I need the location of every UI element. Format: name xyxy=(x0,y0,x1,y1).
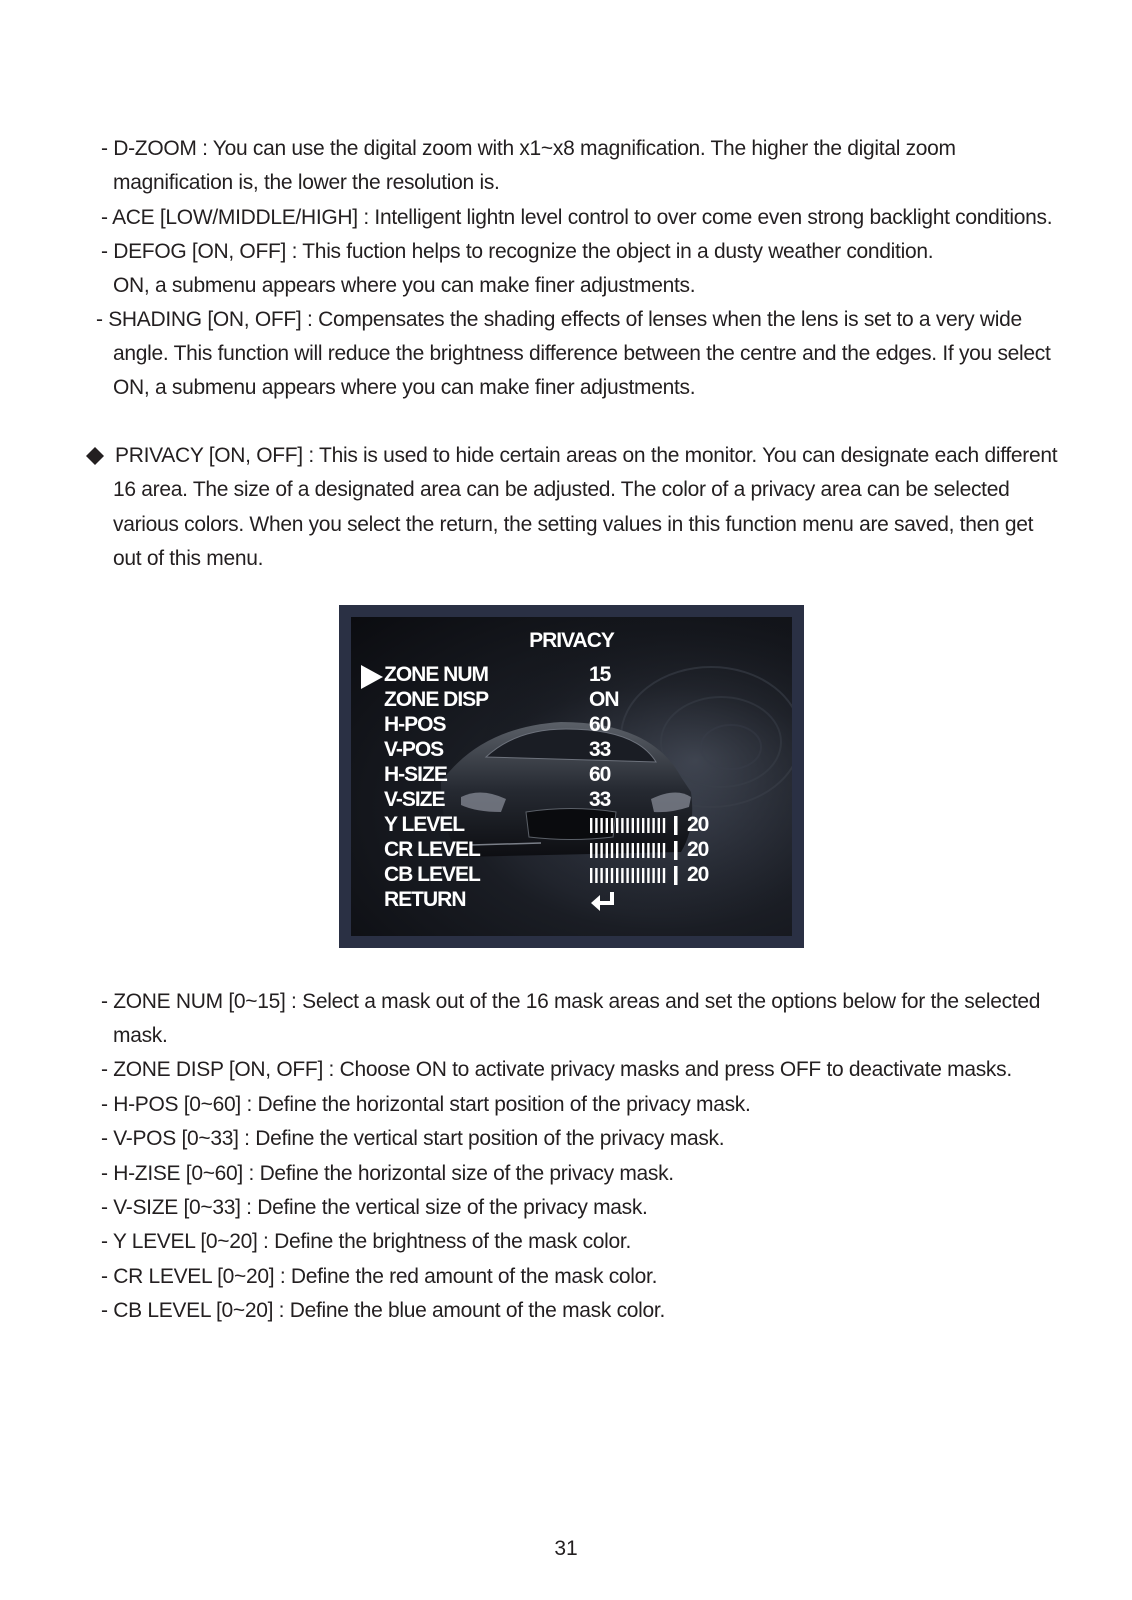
osd-label: ZONE DISP xyxy=(384,688,489,711)
ace-line: - ACE [LOW/MIDDLE/HIGH] : Intelligent lightn level control to over come even strong backlight conditions. xyxy=(101,206,1053,229)
dzoom-line-1: - D-ZOOM : You can use the digital zoom with x1~x8 magnification. The higher the digital zoom xyxy=(101,137,956,160)
level-bar-tick xyxy=(606,818,608,833)
level-bar-tick xyxy=(658,843,660,858)
level-bar-tick xyxy=(652,868,654,883)
level-bar-tick xyxy=(658,818,660,833)
v-size-line: - V-SIZE [0~33] : Define the vertical size of the privacy mask. xyxy=(101,1196,648,1219)
level-bar-tick xyxy=(595,868,597,883)
osd-row-v-pos[interactable] xyxy=(384,738,784,763)
privacy-line-3: various colors. When you select the return, the setting values in this function menu are saved, then get xyxy=(113,513,1034,536)
level-bar-tick xyxy=(611,868,613,883)
defog-line-1: - DEFOG [ON, OFF] : This fuction helps to recognize the object in a dusty weather condition. xyxy=(101,240,934,263)
diamond-bullet-icon xyxy=(86,447,104,465)
osd-value: 20 xyxy=(687,838,709,861)
return-arrow-icon xyxy=(590,890,618,912)
level-bar-tick xyxy=(632,868,634,883)
level-bar-tick xyxy=(663,868,665,883)
level-bar-tick xyxy=(647,868,649,883)
level-bar-end-marker xyxy=(674,866,678,885)
zone-num-line-1: - ZONE NUM [0~15] : Select a mask out of the 16 mask areas and set the options below for the selected xyxy=(101,990,1041,1013)
h-pos-line: - H-POS [0~60] : Define the horizontal start position of the privacy mask. xyxy=(101,1093,751,1116)
level-bar-tick xyxy=(647,843,649,858)
osd-value: 60 xyxy=(589,763,611,786)
level-bar-tick xyxy=(637,868,639,883)
osd-screen xyxy=(351,617,792,936)
level-bar-tick xyxy=(652,818,654,833)
osd-value: ON xyxy=(589,688,619,711)
level-bar-tick xyxy=(626,868,628,883)
defog-line-2: ON, a submenu appears where you can make finer adjustments. xyxy=(113,274,696,297)
level-bar-tick xyxy=(611,843,613,858)
osd-row-zone-num[interactable] xyxy=(384,663,784,688)
shading-line-3: ON, a submenu appears where you can make finer adjustments. xyxy=(113,376,696,399)
zone-disp-line: - ZONE DISP [ON, OFF] : Choose ON to activate privacy masks and press OFF to deactivate masks. xyxy=(101,1058,1012,1081)
osd-label: H-POS xyxy=(384,713,446,736)
osd-label: CR LEVEL xyxy=(384,838,480,861)
level-bar-end-marker xyxy=(674,841,678,860)
osd-row-h-size[interactable] xyxy=(384,763,784,788)
osd-title: PRIVACY xyxy=(529,629,614,652)
osd-value: 33 xyxy=(589,788,611,811)
page-number: 31 xyxy=(554,1537,578,1560)
level-bar-tick xyxy=(637,843,639,858)
osd-value: 20 xyxy=(687,813,709,836)
privacy-line-4: out of this menu. xyxy=(113,547,264,570)
privacy-line-1: PRIVACY [ON, OFF] : This is used to hide certain areas on the monitor. You can designate each different xyxy=(115,444,1058,467)
level-bar-tick xyxy=(626,818,628,833)
level-bar-tick xyxy=(647,818,649,833)
level-bar-tick xyxy=(600,843,602,858)
cb-level-line: - CB LEVEL [0~20] : Define the blue amount of the mask color. xyxy=(101,1299,665,1322)
level-bar-tick xyxy=(606,868,608,883)
level-bar-tick xyxy=(600,868,602,883)
level-bar xyxy=(590,816,680,835)
v-pos-line: - V-POS [0~33] : Define the vertical start position of the privacy mask. xyxy=(101,1127,725,1150)
level-bar-tick xyxy=(616,868,618,883)
osd-value: 20 xyxy=(687,863,709,886)
level-bar-tick xyxy=(590,818,592,833)
osd-value: 33 xyxy=(589,738,611,761)
level-bar-tick xyxy=(632,818,634,833)
level-bar-tick xyxy=(663,818,665,833)
shading-line-2: angle. This function will reduce the brightness difference between the centre and the edges. If you select xyxy=(113,342,1051,365)
osd-label: V-SIZE xyxy=(384,788,445,811)
level-bar-tick xyxy=(642,818,644,833)
level-bar xyxy=(590,866,680,885)
level-bar-tick xyxy=(637,818,639,833)
level-bar-tick xyxy=(621,843,623,858)
osd-row-cb-level[interactable] xyxy=(384,863,784,888)
shading-line-1: - SHADING [ON, OFF] : Compensates the shading effects of lenses when the lens is set to a very wide xyxy=(96,308,1022,331)
osd-row-return[interactable] xyxy=(384,888,784,913)
osd-row-zone-disp[interactable] xyxy=(384,688,784,713)
osd-label: V-POS xyxy=(384,738,444,761)
level-bar-tick xyxy=(642,843,644,858)
level-bar-tick xyxy=(611,818,613,833)
h-size-line: - H-ZISE [0~60] : Define the horizontal size of the privacy mask. xyxy=(101,1162,674,1185)
level-bar-tick xyxy=(595,843,597,858)
osd-label: H-SIZE xyxy=(384,763,447,786)
osd-row-y-level[interactable] xyxy=(384,813,784,838)
osd-label: Y LEVEL xyxy=(384,813,465,836)
level-bar-tick xyxy=(595,818,597,833)
osd-row-cr-level[interactable] xyxy=(384,838,784,863)
osd-label: ZONE NUM xyxy=(384,663,488,686)
privacy-osd-screenshot xyxy=(339,605,804,948)
osd-row-v-size[interactable] xyxy=(384,788,784,813)
level-bar-end-marker xyxy=(674,816,678,835)
selection-cursor-icon xyxy=(361,665,383,689)
zone-num-line-2: mask. xyxy=(113,1024,168,1047)
level-bar-tick xyxy=(590,843,592,858)
dzoom-line-2: magnification is, the lower the resolution is. xyxy=(113,171,500,194)
level-bar-tick xyxy=(658,868,660,883)
cr-level-line: - CR LEVEL [0~20] : Define the red amount of the mask color. xyxy=(101,1265,658,1288)
level-bar-tick xyxy=(632,843,634,858)
osd-label: CB LEVEL xyxy=(384,863,480,886)
level-bar-tick xyxy=(606,843,608,858)
level-bar-tick xyxy=(616,843,618,858)
level-bar-tick xyxy=(626,843,628,858)
level-bar-tick xyxy=(652,843,654,858)
y-level-line: - Y LEVEL [0~20] : Define the brightness of the mask color. xyxy=(101,1230,631,1253)
osd-label: RETURN xyxy=(384,888,466,911)
level-bar-tick xyxy=(600,818,602,833)
level-bar-tick xyxy=(590,868,592,883)
level-bar-tick xyxy=(621,868,623,883)
level-bar xyxy=(590,841,680,860)
level-bar-tick xyxy=(642,868,644,883)
osd-row-h-pos[interactable] xyxy=(384,713,784,738)
osd-value: 60 xyxy=(589,713,611,736)
level-bar-tick xyxy=(663,843,665,858)
privacy-line-2: 16 area. The size of a designated area can be adjusted. The color of a privacy area can be selected xyxy=(113,478,1010,501)
osd-value: 15 xyxy=(589,663,611,686)
level-bar-tick xyxy=(616,818,618,833)
level-bar-tick xyxy=(621,818,623,833)
